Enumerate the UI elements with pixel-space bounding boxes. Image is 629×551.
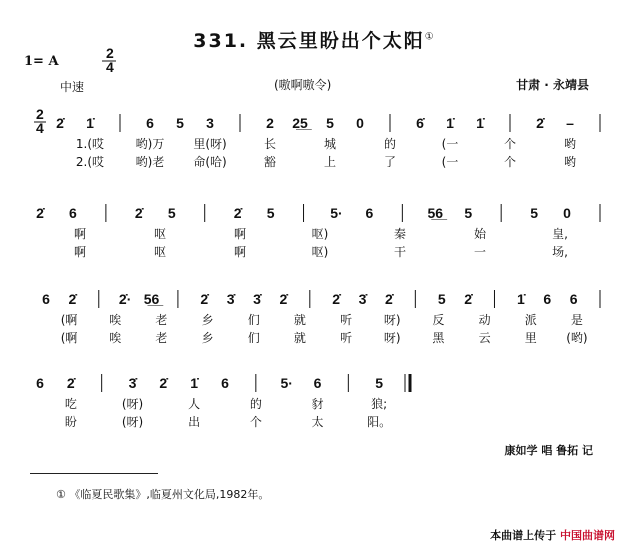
note: 2̇ — [36, 205, 44, 221]
note: – — [566, 115, 574, 131]
lyric-word: 豺 — [311, 397, 324, 411]
note: 2̇ — [385, 291, 393, 307]
lyric-word: 哟)万 — [135, 137, 165, 151]
lyric-word: 呕) — [311, 245, 329, 259]
lyric-word: 盼 — [64, 415, 77, 429]
note: 1̇ — [190, 375, 199, 391]
lyric-word: 就 — [293, 331, 306, 345]
note: 1̇ — [446, 115, 454, 131]
note: 2̇ — [159, 375, 168, 391]
note: 5 — [530, 205, 539, 221]
lyric-word: 2.(哎 — [75, 155, 105, 169]
note: 5 — [437, 291, 446, 307]
score-row-2 — [36, 204, 600, 259]
lyric-word: 云 — [478, 331, 491, 345]
lyric-word: 个 — [249, 415, 262, 429]
lyric-word: 城 — [323, 137, 337, 151]
lyric-word: 啊 — [233, 245, 247, 259]
time-sig-row: 2 — [36, 106, 44, 122]
lyric-word: 老 — [155, 331, 168, 345]
lyric-word: 啊 — [73, 227, 87, 241]
lyric-word: 呕 — [153, 245, 167, 259]
note: 2̇ — [200, 291, 209, 307]
note: 0 — [563, 205, 571, 221]
note: 5 — [326, 115, 334, 131]
note: 2̲5̲ — [292, 115, 308, 131]
lyric-word: 阳。 — [367, 415, 392, 429]
lyric-word: 场, — [552, 245, 568, 259]
lyric-word: 一 — [473, 245, 487, 259]
lyric-word: 吃 — [64, 397, 77, 411]
lyric-word: 干 — [393, 245, 407, 259]
note: 2̇ — [332, 291, 341, 307]
note: 6 — [543, 291, 552, 307]
lyric-word: 个 — [503, 137, 517, 151]
site-logo: 中国曲谱网 — [560, 529, 615, 542]
lyric-word: 是 — [570, 313, 583, 327]
tempo-marking: 中速 — [60, 80, 85, 94]
note: 2̇ — [66, 375, 75, 391]
lyric-word: 的 — [383, 137, 397, 151]
note: 5̲6̲ — [143, 291, 160, 307]
note: 5 — [167, 205, 176, 221]
lyric-word: 了 — [383, 155, 397, 169]
lyric-word: (哟) — [566, 331, 588, 345]
footnote-mark: ① — [424, 31, 436, 43]
note: 2̇· — [118, 291, 132, 307]
lyric-word: 唉 — [109, 313, 122, 327]
note: 2̇ — [233, 205, 242, 221]
lyric-word: 老 — [155, 313, 168, 327]
lyric-word: (啊 — [60, 313, 78, 327]
lyric-word: 黑 — [432, 331, 445, 345]
lyric-word: 哟)老 — [135, 155, 165, 169]
note: 6̇ — [416, 115, 424, 131]
lyric-word: (一 — [441, 137, 459, 151]
note: 6 — [569, 291, 578, 307]
lyric-word: 始 — [473, 227, 487, 241]
lyric-word: 就 — [293, 313, 306, 327]
lyric-word: 听 — [340, 331, 353, 345]
note: 3̇ — [358, 291, 367, 307]
lyric-word: 里(呀) — [193, 137, 227, 151]
note: 5̲6̲ — [427, 205, 444, 221]
note: 5 — [464, 205, 473, 221]
lyric-word: 里 — [524, 331, 537, 345]
lyric-word: 动 — [478, 313, 491, 327]
note: 3̇ — [226, 291, 235, 307]
note: 2 — [266, 115, 274, 131]
upload-note: 本曲谱上传于 中国曲谱网 — [490, 529, 615, 542]
lyric-word: 哟 — [563, 155, 577, 169]
score-row-3 — [42, 290, 600, 345]
page-title: 331. 黑云里盼出个太阳① — [193, 30, 436, 52]
lyric-word: 啊 — [73, 245, 87, 259]
note: 6 — [313, 375, 322, 391]
time-sig-top: 2 — [106, 45, 114, 61]
lyric-word: 个 — [503, 155, 517, 169]
subtitle: (嗷啊嗷令) — [274, 78, 332, 92]
time-sig-row: 4 — [36, 120, 44, 136]
lyric-word: 的 — [249, 397, 262, 411]
region-label: 甘肃 · 永靖县 — [516, 78, 589, 92]
lyric-word: 唉 — [109, 331, 122, 345]
lyric-word: 们 — [247, 313, 260, 327]
note: 2̇ — [279, 291, 288, 307]
lyric-word: 太 — [311, 415, 324, 429]
note: 2̇ — [68, 291, 77, 307]
lyric-word: 1.(哎 — [75, 137, 105, 151]
lyric-word: 命(哈) — [193, 155, 227, 169]
note: 1̇ — [476, 115, 484, 131]
lyric-word: 长 — [263, 137, 277, 151]
lyric-word: 呕) — [311, 227, 329, 241]
footnote: ① 《临夏民歌集》,临夏州文化局,1982年。 — [56, 488, 270, 501]
lyric-word: 呀) — [383, 331, 401, 345]
note: 2̇ — [134, 205, 143, 221]
lyric-word: 呕 — [153, 227, 167, 241]
note: 6 — [36, 375, 44, 391]
note: 5 — [266, 205, 275, 221]
lyric-word: (呀) — [121, 397, 144, 411]
note: 3 — [206, 115, 214, 131]
credit: 康如学 唱 鲁拓 记 — [504, 444, 593, 457]
time-sig-bottom: 4 — [106, 59, 114, 75]
lyric-word: 反 — [432, 313, 445, 327]
note: 0 — [356, 115, 364, 131]
lyric-word: 秦 — [393, 227, 407, 241]
note: 6 — [146, 115, 154, 131]
lyric-word: 豁 — [263, 155, 277, 169]
footnote-rule — [30, 473, 158, 474]
lyric-word: 乡 — [201, 313, 214, 327]
lyric-word: 听 — [340, 313, 353, 327]
lyric-word: 哟 — [563, 137, 577, 151]
note: 5· — [330, 205, 343, 221]
lyric-word: 皇, — [552, 227, 568, 241]
note: 6 — [42, 291, 50, 307]
note: 6 — [365, 205, 374, 221]
note: 6 — [221, 375, 229, 391]
lyric-word: 上 — [323, 155, 337, 169]
note: 1̇ — [516, 291, 525, 307]
lyric-word: 狼; — [371, 397, 388, 411]
lyric-word: 乡 — [201, 331, 214, 345]
note: 5 — [375, 375, 384, 391]
score-row-1 — [34, 106, 600, 169]
note: 6 — [69, 205, 77, 221]
note: 5· — [280, 375, 293, 391]
note: 2̇ — [536, 115, 544, 131]
note: 3̇ — [253, 291, 261, 307]
lyric-word: (呀) — [121, 415, 144, 429]
key-signature: 1= A — [24, 54, 59, 69]
note: 3̇ — [128, 375, 137, 391]
note: 1̇ — [86, 115, 94, 131]
note: 5 — [176, 115, 184, 131]
lyric-word: 们 — [247, 331, 260, 345]
note: 2̇ — [464, 291, 472, 307]
lyric-word: (啊 — [60, 331, 78, 345]
note: 2̇ — [56, 115, 64, 131]
lyric-word: (一 — [441, 155, 459, 169]
score-row-4 — [36, 374, 410, 429]
lyric-word: 出 — [188, 415, 201, 429]
lyric-word: 呀) — [383, 313, 401, 327]
lyric-word: 啊 — [233, 227, 247, 241]
lyric-word: 人 — [188, 397, 201, 411]
lyric-word: 派 — [524, 313, 537, 327]
